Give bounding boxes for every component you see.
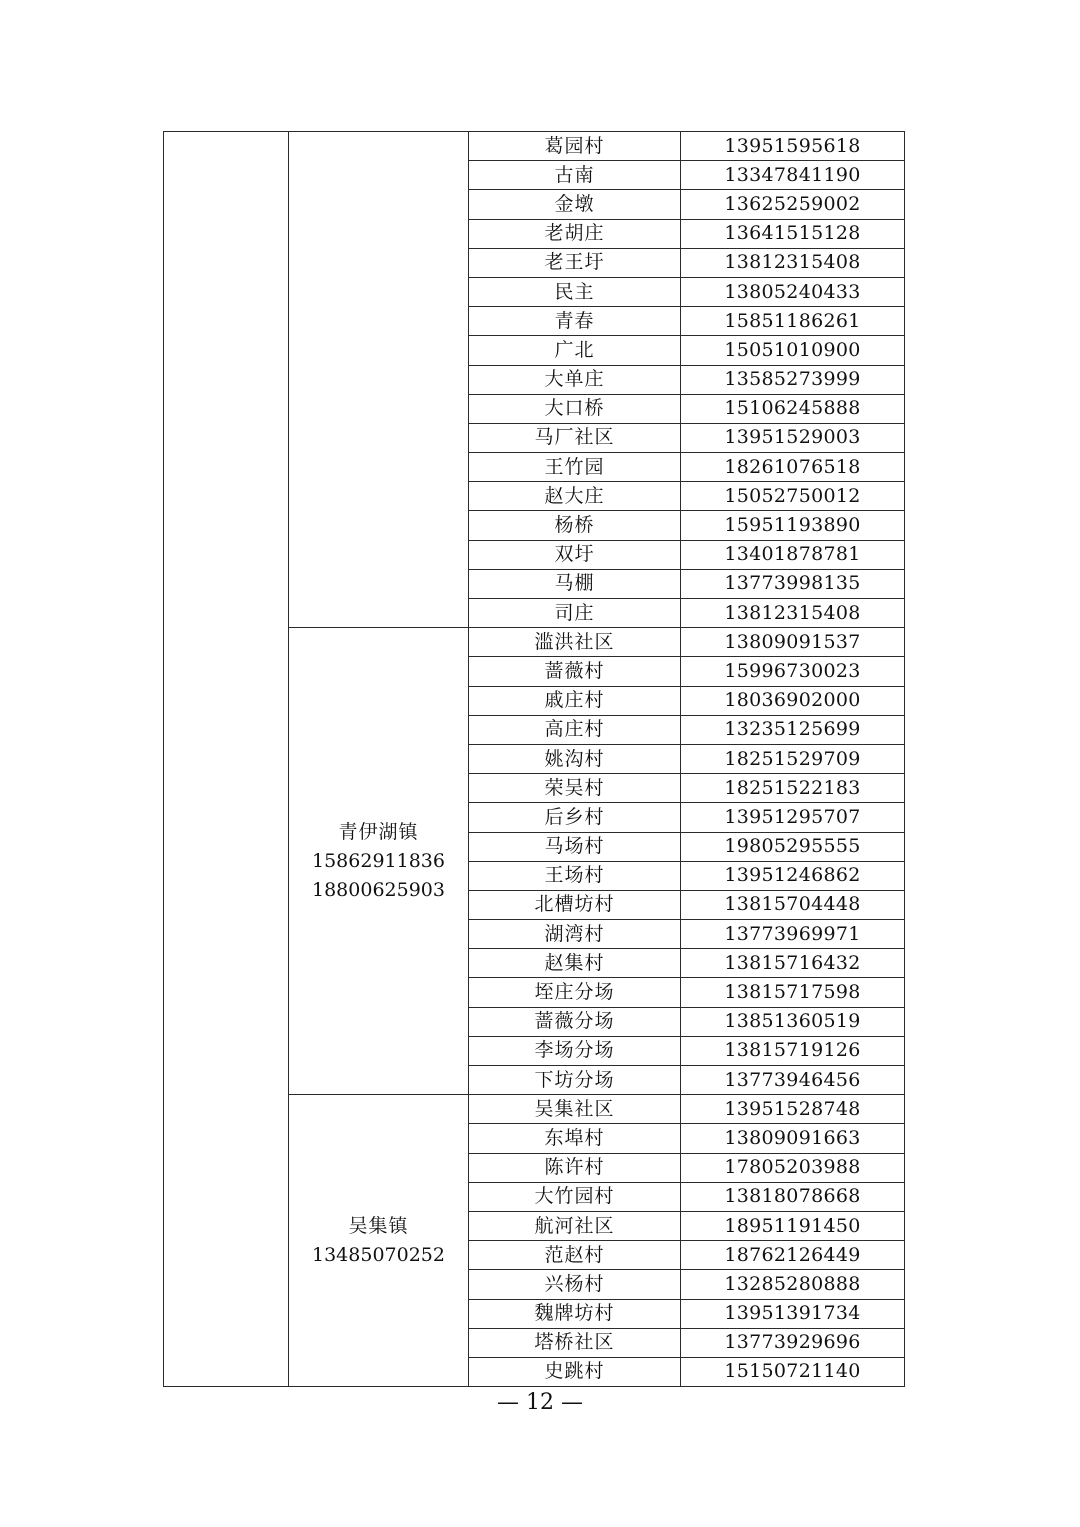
village-name: 荣吴村 [469, 774, 681, 803]
village-phone: 13773969971 [681, 920, 905, 949]
village-phone: 13812315408 [681, 599, 905, 628]
village-phone: 15951193890 [681, 511, 905, 540]
village-name: 老王圩 [469, 248, 681, 277]
village-phone: 13401878781 [681, 540, 905, 569]
county-cell [164, 132, 289, 1387]
village-name: 姚沟村 [469, 744, 681, 773]
town-name: 吴集镇 [348, 1214, 409, 1237]
village-name: 大口桥 [469, 394, 681, 423]
village-phone: 13951391734 [681, 1299, 905, 1328]
village-phone: 13809091537 [681, 628, 905, 657]
village-name: 赵集村 [469, 949, 681, 978]
village-phone: 13815719126 [681, 1036, 905, 1065]
village-phone: 13641515128 [681, 219, 905, 248]
village-phone: 13347841190 [681, 161, 905, 190]
village-name: 金墩 [469, 190, 681, 219]
village-phone: 13951295707 [681, 803, 905, 832]
town-name: 青伊湖镇 [338, 820, 419, 843]
village-phone: 13809091663 [681, 1124, 905, 1153]
village-phone: 13951528748 [681, 1095, 905, 1124]
town-phone: 18800625903 [312, 878, 445, 901]
village-phone: 13285280888 [681, 1270, 905, 1299]
village-phone: 18251522183 [681, 774, 905, 803]
village-name: 双圩 [469, 540, 681, 569]
town-phone: 15862911836 [312, 849, 445, 872]
village-name: 滥洪社区 [469, 628, 681, 657]
village-phone: 13815704448 [681, 890, 905, 919]
village-name: 蔷薇分场 [469, 1007, 681, 1036]
village-phone: 13812315408 [681, 248, 905, 277]
village-name: 王竹园 [469, 453, 681, 482]
village-name: 赵大庄 [469, 482, 681, 511]
village-name: 湖湾村 [469, 920, 681, 949]
village-name: 垤庄分场 [469, 978, 681, 1007]
village-phone: 13951529003 [681, 423, 905, 452]
village-phone: 13951595618 [681, 132, 905, 161]
town-cell [289, 132, 469, 628]
village-phone: 13815716432 [681, 949, 905, 978]
village-name: 航河社区 [469, 1211, 681, 1240]
village-phone: 15051010900 [681, 336, 905, 365]
village-name: 大单庄 [469, 365, 681, 394]
village-phone: 13805240433 [681, 277, 905, 306]
village-name: 王场村 [469, 861, 681, 890]
village-phone: 15996730023 [681, 657, 905, 686]
table-row [164, 132, 905, 161]
village-phone: 19805295555 [681, 832, 905, 861]
village-name: 东埠村 [469, 1124, 681, 1153]
village-phone: 13773998135 [681, 569, 905, 598]
village-name: 范赵村 [469, 1241, 681, 1270]
village-phone: 13818078668 [681, 1182, 905, 1211]
village-phone: 13585273999 [681, 365, 905, 394]
village-name: 陈许村 [469, 1153, 681, 1182]
village-phone: 13773929696 [681, 1328, 905, 1357]
village-phone: 13951246862 [681, 861, 905, 890]
village-phone: 15106245888 [681, 394, 905, 423]
town-phone: 13485070252 [312, 1243, 445, 1266]
village-phone: 18261076518 [681, 453, 905, 482]
village-name: 魏牌坊村 [469, 1299, 681, 1328]
village-phone: 15851186261 [681, 307, 905, 336]
village-name: 大竹园村 [469, 1182, 681, 1211]
village-phone: 15150721140 [681, 1357, 905, 1386]
village-name: 李场分场 [469, 1036, 681, 1065]
town-cell [289, 628, 469, 1095]
village-phone: 13815717598 [681, 978, 905, 1007]
village-phone: 13851360519 [681, 1007, 905, 1036]
village-phone: 15052750012 [681, 482, 905, 511]
village-phone: 18036902000 [681, 686, 905, 715]
village-name: 北槽坊村 [469, 890, 681, 919]
village-phone: 13235125699 [681, 715, 905, 744]
village-name: 蔷薇村 [469, 657, 681, 686]
village-name: 戚庄村 [469, 686, 681, 715]
village-name: 高庄村 [469, 715, 681, 744]
village-phone: 17805203988 [681, 1153, 905, 1182]
village-phone: 13625259002 [681, 190, 905, 219]
village-name: 下坊分场 [469, 1066, 681, 1095]
village-phone: 18762126449 [681, 1241, 905, 1270]
village-name: 杨桥 [469, 511, 681, 540]
village-name: 葛园村 [469, 132, 681, 161]
village-name: 民主 [469, 277, 681, 306]
town-cell [289, 1095, 469, 1387]
village-name: 司庄 [469, 599, 681, 628]
village-name: 兴杨村 [469, 1270, 681, 1299]
village-name: 史跳村 [469, 1357, 681, 1386]
village-name: 古南 [469, 161, 681, 190]
contact-table-body [164, 132, 905, 1387]
contact-table [163, 131, 905, 1387]
village-name: 马厂社区 [469, 423, 681, 452]
village-name: 马棚 [469, 569, 681, 598]
village-phone: 13773946456 [681, 1066, 905, 1095]
village-phone: 18251529709 [681, 744, 905, 773]
village-name: 马场村 [469, 832, 681, 861]
village-name: 老胡庄 [469, 219, 681, 248]
village-name: 青春 [469, 307, 681, 336]
village-name: 后乡村 [469, 803, 681, 832]
page-number: — 12 — [497, 1390, 583, 1415]
village-phone: 18951191450 [681, 1211, 905, 1240]
village-name: 塔桥社区 [469, 1328, 681, 1357]
village-name: 广北 [469, 336, 681, 365]
village-name: 吴集社区 [469, 1095, 681, 1124]
